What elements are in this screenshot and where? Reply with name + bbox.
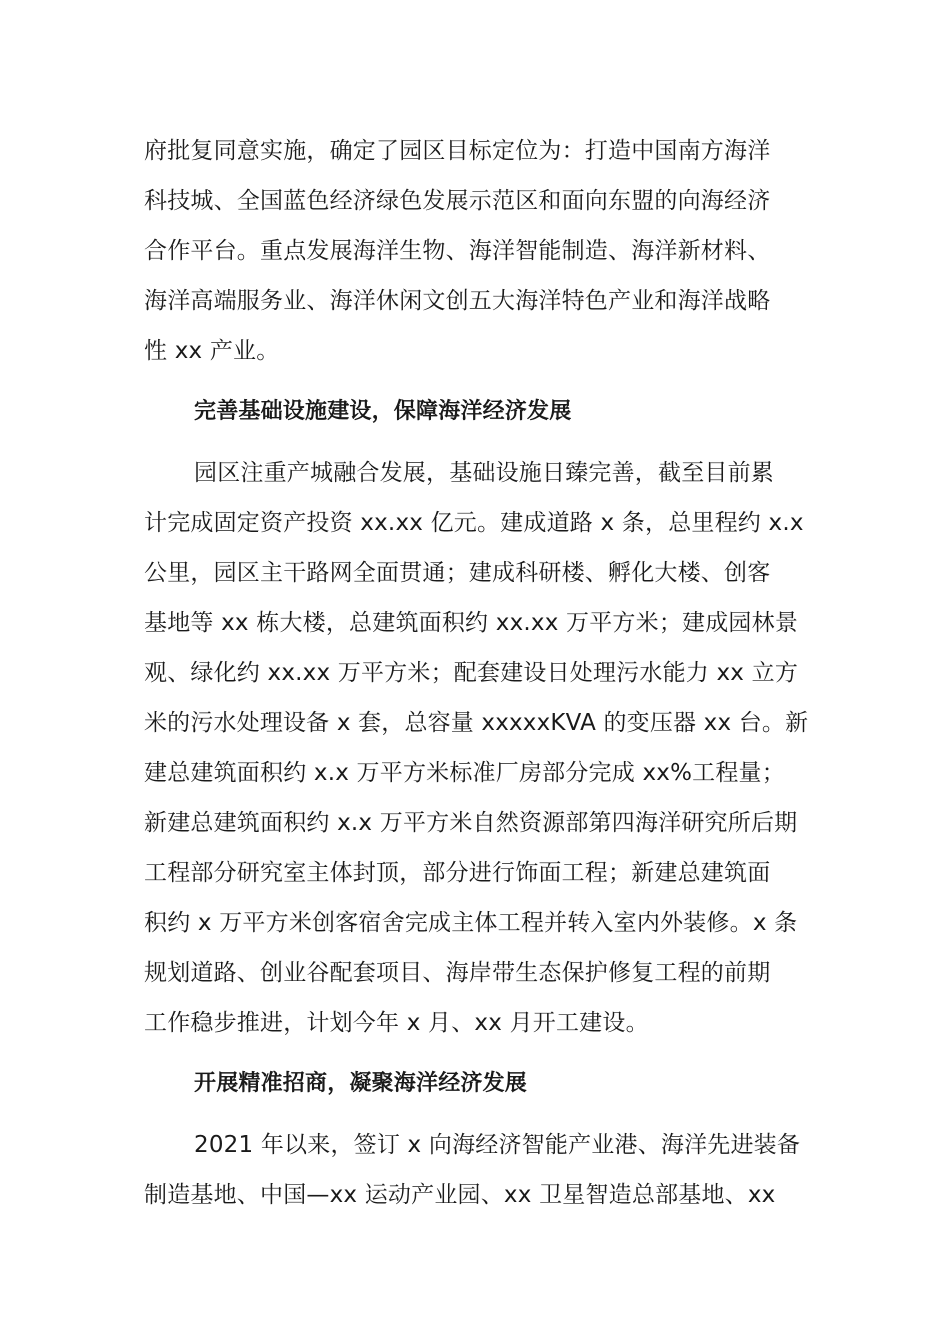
paragraph-line: 公里，园区主干路网全面贯通；建成科研楼、孵化大楼、创客 (144, 560, 771, 586)
paragraph-line: 制造基地、中国—xx 运动产业园、xx 卫星智造总部基地、xx (144, 1182, 776, 1208)
paragraph-line: 积约 x 万平方米创客宿舍完成主体工程并转入室内外装修。x 条 (144, 910, 798, 936)
paragraph-line: 合作平台。重点发展海洋生物、海洋智能制造、海洋新材料、 (144, 238, 771, 264)
paragraph-line: 建总建筑面积约 x.x 万平方米标准厂房部分完成 xx%工程量； (144, 760, 785, 786)
paragraph-line: 计完成固定资产投资 xx.xx 亿元。建成道路 x 条，总里程约 x.x (144, 510, 804, 536)
paragraph-line: 规划道路、创业谷配套项目、海岸带生态保护修复工程的前期 (144, 960, 771, 986)
paragraph-line: 府批复同意实施，确定了园区目标定位为：打造中国南方海洋 (144, 138, 771, 164)
paragraph-line: 米的污水处理设备 x 套，总容量 xxxxxKVA 的变压器 xx 台。新 (144, 710, 809, 736)
paragraph-line: 工作稳步推进，计划今年 x 月、xx 月开工建设。 (144, 1010, 649, 1036)
paragraph-line: 2021 年以来，签订 x 向海经济智能产业港、海洋先进装备 (194, 1132, 801, 1158)
paragraph-line: 新建总建筑面积约 x.x 万平方米自然资源部第四海洋研究所后期 (144, 810, 798, 836)
paragraph-line: 性 xx 产业。 (144, 338, 280, 364)
paragraph-line: 科技城、全国蓝色经济绿色发展示范区和面向东盟的向海经济 (144, 188, 771, 214)
paragraph-line: 基地等 xx 栋大楼，总建筑面积约 xx.xx 万平方米；建成园林景 (144, 610, 799, 636)
section-heading: 开展精准招商，凝聚海洋经济发展 (194, 1071, 528, 1096)
paragraph-line: 观、绿化约 xx.xx 万平方米；配套建设日处理污水能力 xx 立方 (144, 660, 799, 686)
section-heading: 完善基础设施建设，保障海洋经济发展 (194, 399, 572, 424)
paragraph-line: 海洋高端服务业、海洋休闲文创五大海洋特色产业和海洋战略 (144, 288, 771, 314)
paragraph-line: 工程部分研究室主体封顶，部分进行饰面工程；新建总建筑面 (144, 860, 771, 886)
paragraph-line: 园区注重产城融合发展，基础设施日臻完善，截至目前累 (194, 460, 774, 486)
